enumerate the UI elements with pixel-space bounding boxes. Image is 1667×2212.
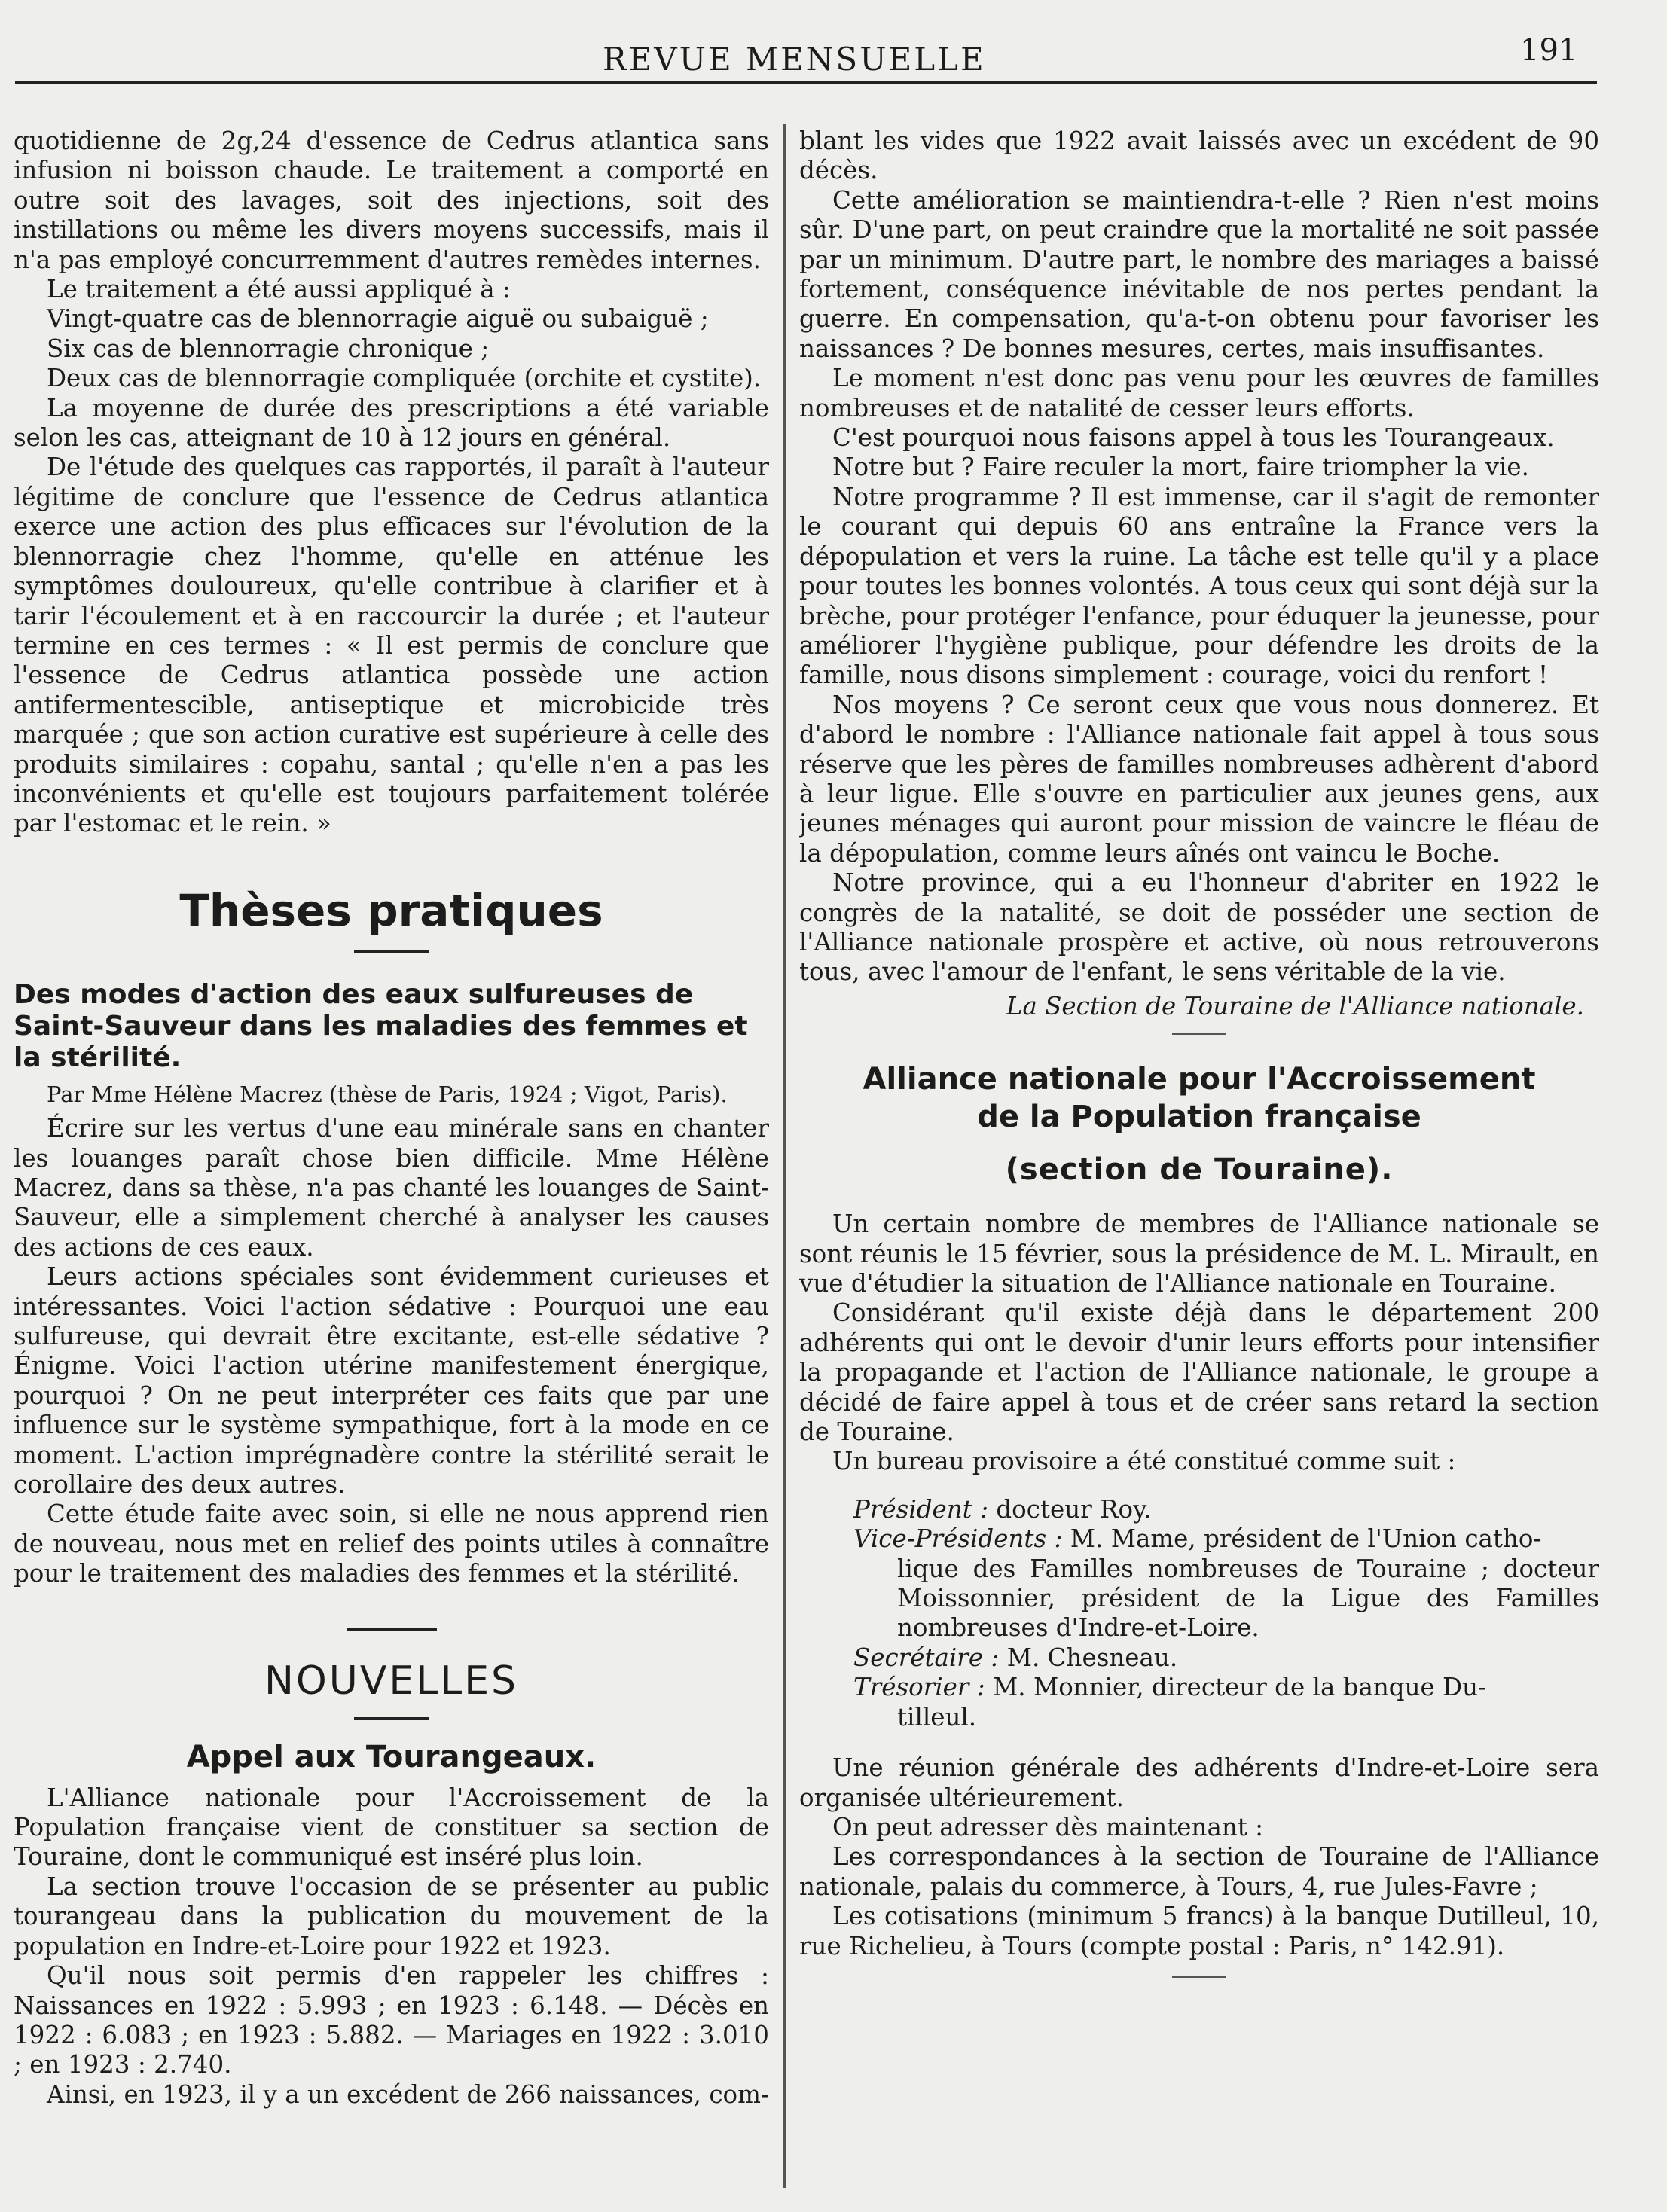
signature: La Section de Touraine de l'Alliance nationale. [1006,991,1584,1021]
body-paragraph: Notre province, qui a eu l'honneur d'abriter en 1922 le congrès de la natalité, se doit de posséder une section de l'Alliance nationale prospère et active, où nous retrouverons tous, avec l'amour de l'enfant, le sens véritable de la vie. [799,868,1599,987]
body-paragraph: Cette amélioration se maintiendra-t-elle ? Rien n'est moins sûr. D'une part, on peut craindre que la mortalité ne soit passée par un minimum. D'autre part, le nombre des mariages a baissé fortement, conséquence inévitable de nos pertes pendant la guerre. En compensation, qu'a-t-on obtenu pour favoriser les naissances ? De bonnes mesures, certes, mais insuffisantes. [799,185,1599,363]
body-paragraph: C'est pourquoi nous faisons appel à tous les Tourangeaux. [832,423,1555,453]
article-subtitle-touraine: (section de Touraine). [1005,1152,1394,1188]
list-item: Vingt-quatre cas de blennorragie aiguë ou subaiguë ; [47,304,709,334]
running-head [0,30,1667,83]
list-item: Deux cas de blennorragie compliquée (orchite et cystite). [47,364,762,393]
bureau-role: Vice-Présidents : [853,1524,1063,1554]
bureau-entry [853,1495,1599,1524]
article-title-appel: Appel aux Tourangeaux. [186,1739,597,1774]
body-paragraph: Les correspondances à la section de Touraine de l'Alliance nationale, palais du commerce, à Tours, 4, rue Jules-Favre ; [799,1842,1599,1901]
body-paragraph: Un bureau provisoire a été constitué comme suit : [832,1447,1456,1476]
bureau-member: docteur Roy. [996,1494,1152,1524]
body-paragraph: Ainsi, en 1923, il y a un excédent de 266 naissances, com- [47,2079,769,2109]
bureau-member: M. Mame, président de l'Union catho- [1070,1524,1542,1554]
body-paragraph: Nos moyens ? Ce seront ceux que vous nous donnerez. Et d'abord le nombre : l'Alliance nationale fait appel à tous sous réserve que les pères de familles nombreuses adhèrent d'abord à leur ligue. Elle s'ouvre en particulier aux jeunes gens, aux jeunes ménages qui auront pour mission de vaincre le fléau de la dépopulation, comme leurs aînés ont vaincu le Boche. [799,690,1599,868]
bureau-role: Secrétaire : [853,1643,1000,1672]
body-paragraph: La moyenne de durée des prescriptions a été variable selon les cas, atteignant de 10 à 12 jours en général. [14,393,769,453]
bureau-role: Trésorier : [853,1673,985,1702]
article-title-alliance: Alliance nationale pour l'Accroissement [863,1062,1536,1097]
right-column [799,127,1599,2190]
bureau-entry-continued: tilleul. [897,1702,977,1731]
bureau-member: M. Monnier, directeur de la banque Du- [993,1673,1487,1702]
bureau-entry-continued: lique des Familles nombreuses de Touraine ; docteur Moissonnier, président de la Ligue des Familles nombreuses d'Indre-et-Loire. [897,1554,1599,1643]
section-heading-nouvelles: NOUVELLES [264,1658,519,1704]
body-paragraph: quotidienne de 2g,24 d'essence de Cedrus atlantica sans infusion ni boisson chaude. Le traitement a comporté en outre soit des lavages, soit des injections, soit des instillations ou même les divers moyens successifs, mais il n'a pas employé concurremment d'autres remèdes internes. [14,127,769,274]
column-separator [783,124,786,2188]
article-byline: Par Mme Hélène Macrez (thèse de Paris, 1924 ; Vigot, Paris). [47,1081,728,1107]
body-paragraph: L'Alliance nationale pour l'Accroissement de la Population française vient de constituer sa section de Touraine, dont le communiqué est inséré plus loin. [14,1783,769,1872]
section-heading-theses: Thèses pratiques [179,884,603,936]
body-paragraph: Notre but ? Faire reculer la mort, faire triompher la vie. [832,453,1529,482]
end-rule [1172,1976,1226,1978]
body-paragraph: Cette étude faite avec soin, si elle ne nous apprend rien de nouveau, nous met en relief des points utiles à connaître pour le traitement des maladies des femmes et la stérilité. [14,1500,769,1588]
header-rule [15,81,1597,84]
body-paragraph: Le traitement a été aussi appliqué à : [47,275,511,304]
body-paragraph: Un certain nombre de membres de l'Alliance nationale se sont réunis le 15 février, sous la présidence de M. L. Mirault, en vue d'étudier la situation de l'Alliance nationale en Touraine. [799,1210,1599,1298]
article-title: Des modes d'action des eaux sulfureuses de Saint-Sauveur dans les maladies des femmes et la stérilité. [14,978,748,1073]
body-paragraph: Écrire sur les vertus d'une eau minérale sans en chanter les louanges paraît chose bien difficile. Mme Hélène Macrez, dans sa thèse, n'a pas chanté les louanges de Saint-Sauveur, elle a simplement cherché à analyser les causes des actions de ces eaux. [14,1114,769,1262]
body-paragraph: Le moment n'est donc pas venu pour les œuvres de familles nombreuses et de natalité de cesser leurs efforts. [799,364,1599,423]
left-column [14,127,769,2190]
body-paragraph: La section trouve l'occasion de se présenter au public tourangeau dans la publication du mouvement de la population en Indre-et-Loire pour 1922 et 1923. [14,1872,769,1960]
page-number: 191 [1520,33,1578,68]
body-paragraph: Les cotisations (minimum 5 francs) à la banque Dutilleul, 10, rue Richelieu, à Tours (compte postal : Paris, n° 142.91). [799,1902,1599,1960]
bureau-role: Président : [853,1494,989,1524]
body-paragraph: Considérant qu'il existe déjà dans le département 200 adhérents qui ont le devoir d'unir leurs efforts pour intensifier la propagande et l'action de l'Alliance nationale, le groupe a décidé de faire appel à tous et de créer sans retard la section de Touraine. [799,1298,1599,1447]
bureau-list [799,1495,1599,1732]
body-paragraph: Notre programme ? Il est immense, car il s'agit de remonter le courant qui depuis 60 ans entraîne la France vers la dépopulation et vers la ruine. La tâche est telle qu'il y a place pour toutes les bonnes volontés. A tous ceux qui sont déjà sur la brèche, pour protéger l'enfance, pour éduquer la jeunesse, pour améliorer l'hygiène publique, pour défendre les droits de la famille, nous disons simplement : courage, voici du renfort ! [799,482,1599,690]
bureau-entry [853,1524,1599,1554]
body-paragraph: Leurs actions spéciales sont évidemment curieuses et intéressantes. Voici l'action sédative : Pourquoi une eau sulfureuse, qui devrait être excitante, est-elle sédative ? Énigme. Voici l'action utérine manifestement énergique, pourquoi ? On ne peut interpréter ces faits que par une influence sur le système sympathique, fort à la mode en ce moment. L'action imprégnadère contre la stérilité serait le corollaire des deux autres. [14,1262,769,1500]
body-paragraph: De l'étude des quelques cas rapportés, il paraît à l'auteur légitime de conclure que l'essence de Cedrus atlantica exerce une action des plus efficaces sur l'évolution de la blennorragie chez l'homme, qu'elle en atténue les symptômes douloureux, qu'elle contribue à clarifier et à tarir l'écoulement et à en raccourcir la durée ; et l'auteur termine en ces termes : « Il est permis de conclure que l'essence de Cedrus atlantica possède une action antifermentescible, antiseptique et microbicide très marquée ; que son action curative est supérieure à celle des produits similaires : copahu, santal ; qu'elle n'en a pas les inconvénients et qu'elle est toujours parfaitement tolérée par l'estomac et le rein. » [14,453,769,838]
list-item: Six cas de blennorragie chronique ; [47,334,490,363]
body-paragraph: On peut adresser dès maintenant : [832,1812,1264,1841]
body-paragraph: Qu'il nous soit permis d'en rappeler les chiffres : Naissances en 1922 : 5.993 ; en 1923 : 6.148. — Décès en 1922 : 6.083 ; en 1923 : 5.882. — Mariages en 1922 : 3.010 ; en 1923 : 2.740. [14,1961,769,2079]
article-title-alliance-line2: de la Population française [977,1100,1421,1135]
running-title: REVUE MENSUELLE [603,41,986,78]
body-paragraph: blant les vides que 1922 avait laissés avec un excédent de 90 décès. [799,127,1599,185]
bureau-member: M. Chesneau. [1006,1643,1178,1672]
bureau-entry [853,1643,1599,1673]
body-paragraph: Une réunion générale des adhérents d'Indre-et-Loire sera organisée ultérieurement. [799,1753,1599,1812]
bureau-entry [853,1673,1599,1702]
